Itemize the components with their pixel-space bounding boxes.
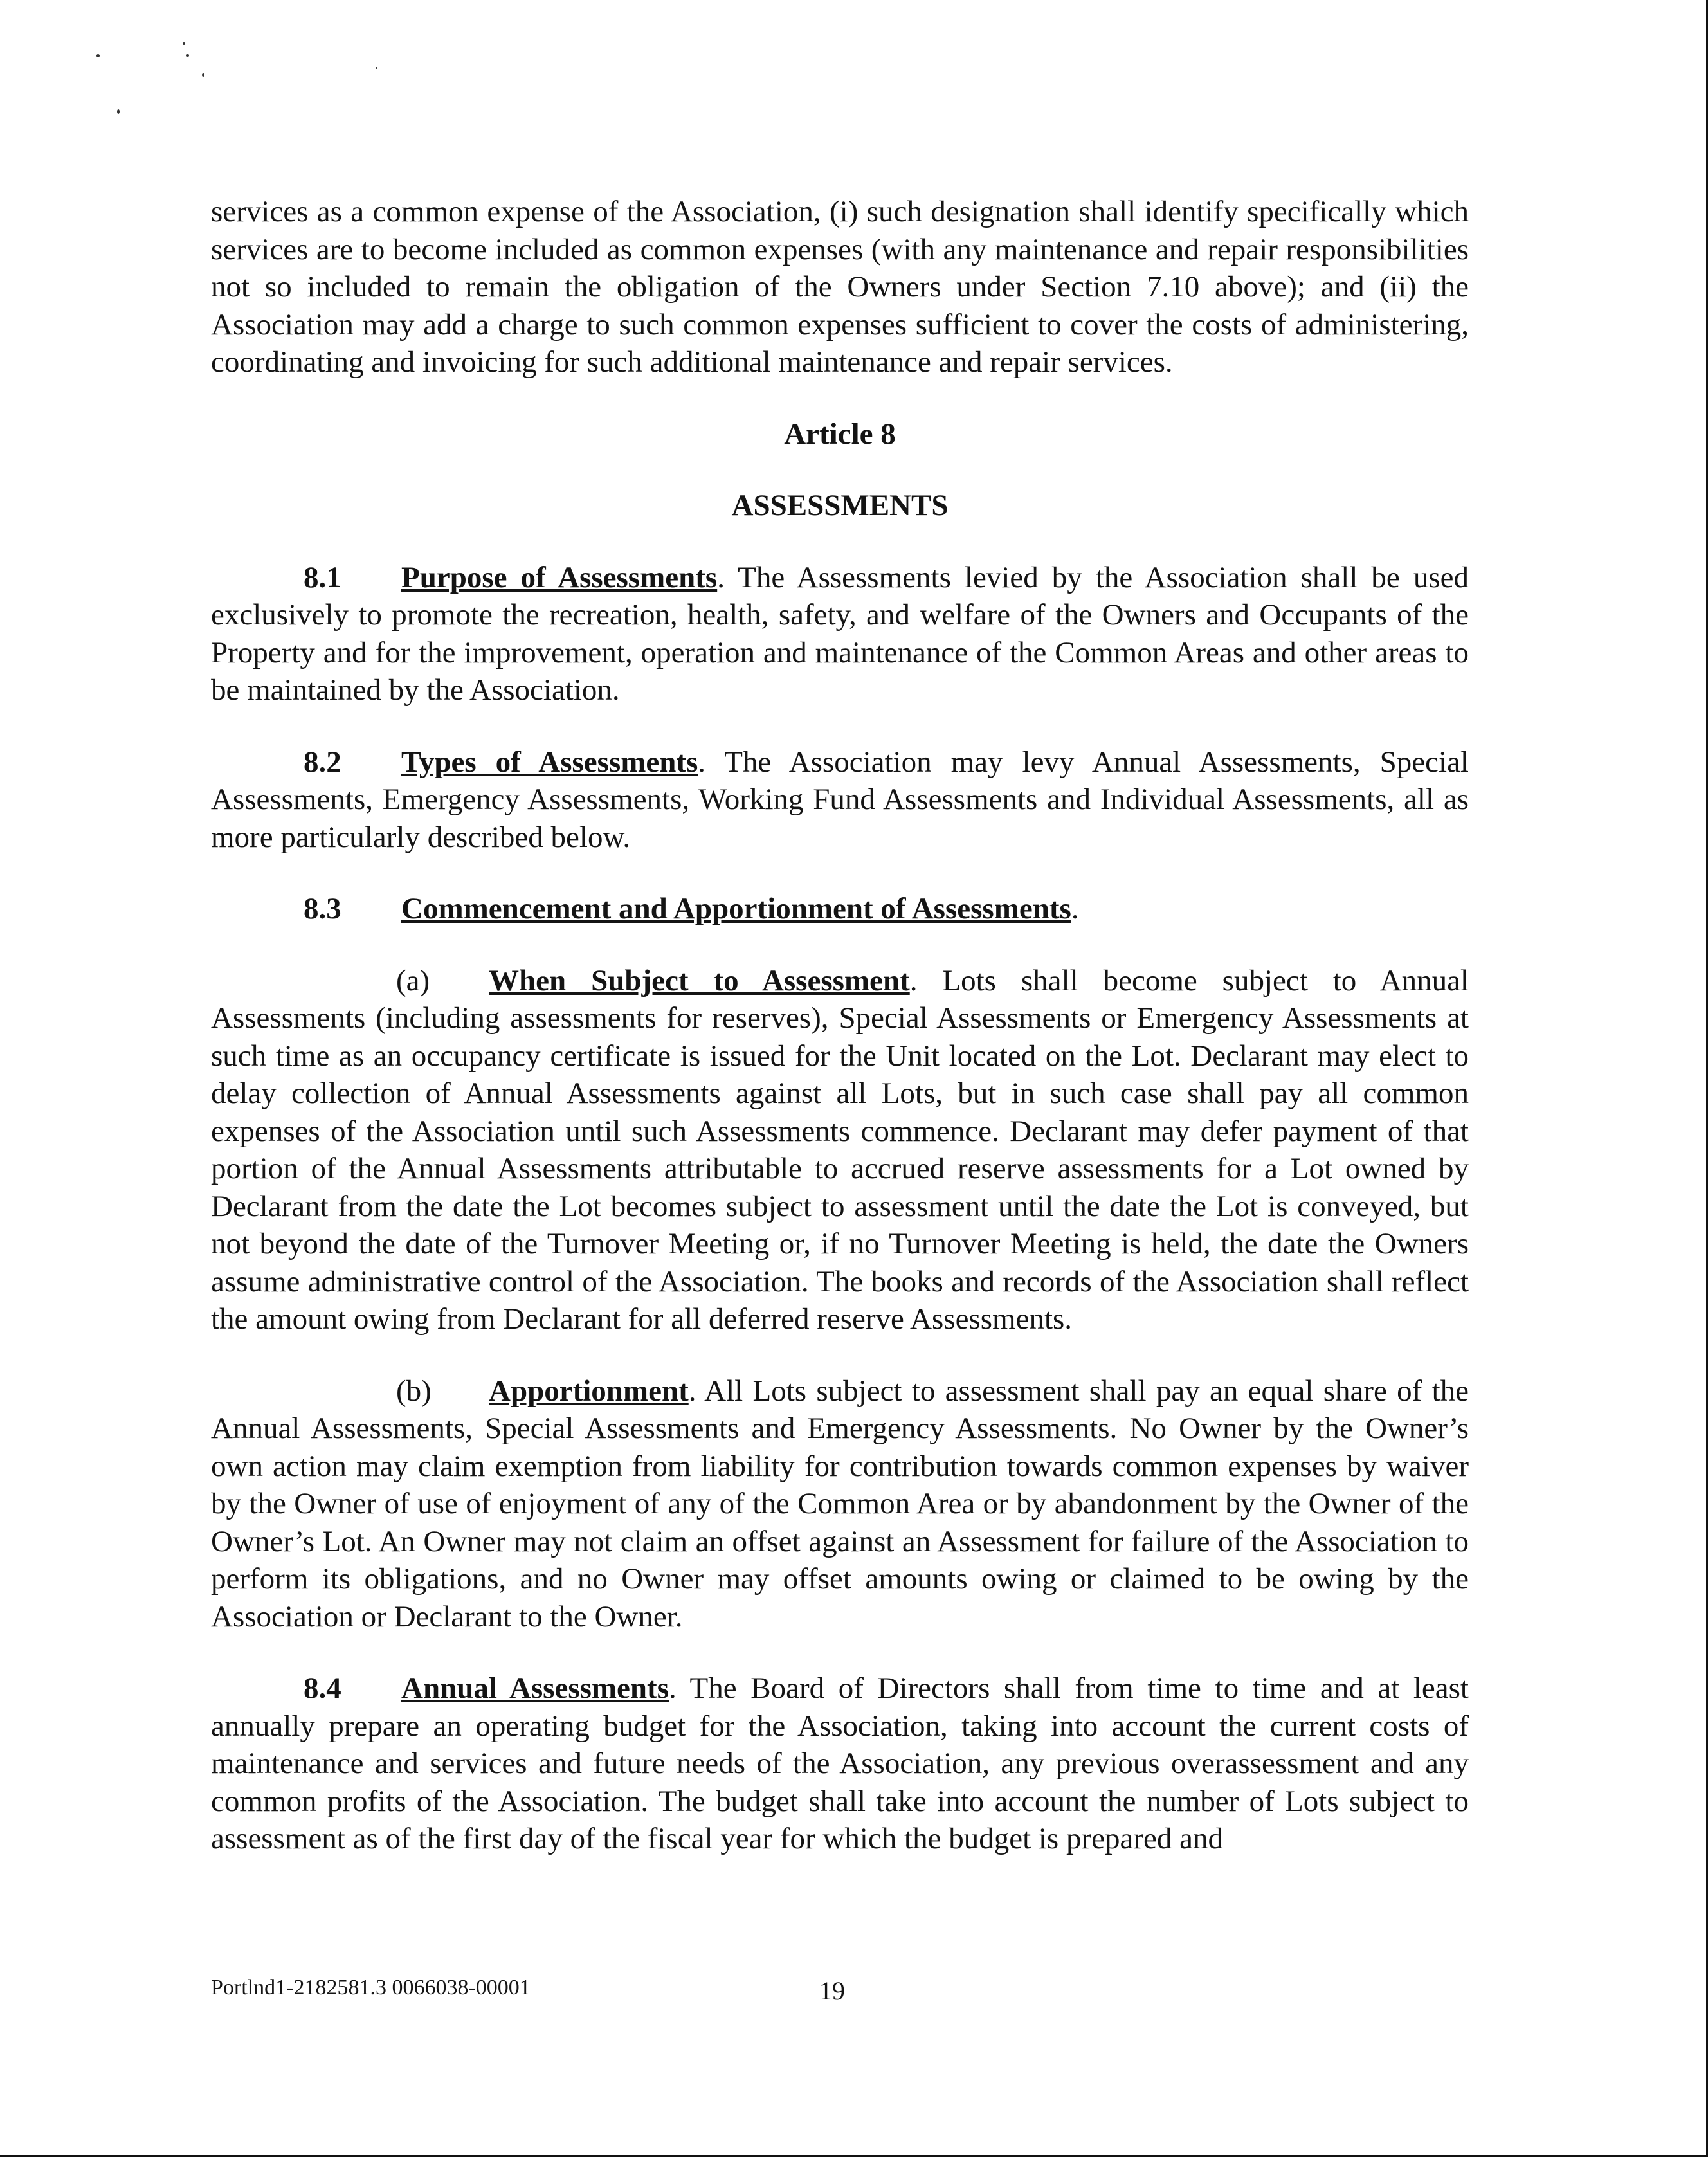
subsection-label: (a) [396, 963, 430, 997]
section-text: . [1071, 892, 1079, 925]
subsection-text: . All Lots subject to assessment shall pay an equal share of the Annual Assessments, Special Assessments and Emergency Assessments. No Owner by the Owner’s own action may claim exemption from liability for contribution towards common expenses by waiver by the Owner of use of enjoyment of any of the Common Area or by abandonment by the Owner of the Owner’s Lot. An Owner may not claim an offset against an Assessment for failure of the Association to perform its obligations, and no Owner may offset amounts owing or claimed to be owing by the Association or Declarant to the Owner. [211, 1374, 1469, 1634]
subsection-label: (b) [396, 1374, 432, 1408]
article-title: ASSESSMENTS [731, 489, 949, 522]
opening-paragraph: services as a common expense of the Association, (i) such designation shall identify specifically which services are to become included as common expenses (with any maintenance and repair responsibilities not so included to remain the obligation of the Owners under Section 7.10 above); and (ii) the Association may add a charge to such common expenses sufficient to cover the costs of administering, coordinating and invoicing for such additional maintenance and repair services. [211, 195, 1469, 379]
subsection-text: . Lots shall become subject to Annual Assessments (including assessments for reserves), Special Assessments or Emergency Assessments at such time as an occupancy certificate is issued for the Unit located on the Lot. Declarant may elect to delay collection of Annual Assessments against all Lots, but in such case shall pay all common expenses of the Association until such Assessments commence. Declarant may defer payment of that portion of the Annual Assessments attributable to accrued reserve assessments for a Lot owned by Declarant from the date the Lot becomes subject to assessment until the date the Lot is conveyed, but not beyond the date of the Turnover Meeting or, if no Turnover Meeting is held, the date the Owners assume administrative control of the Association. The books and records of the Association shall reflect the amount owing from Declarant for all deferred reserve Assessments. [211, 963, 1469, 1336]
section-text: . The Association may levy Annual Assessments, Special Assessments, Emergency Assessments, Working Fund Assessments and Individual Assessments, all as more particularly described below. [211, 745, 1469, 854]
subsection-8-3-b [211, 1372, 1469, 1636]
section-title: Types of Assessments [401, 745, 698, 779]
section-text: . The Assessments levied by the Association shall be used exclusively to promote the recreation, health, safety, and welfare of the Owners and Occupants of the Property and for the improvement, operation and maintenance of the Common Areas and other areas to be maintained by the Association. [211, 560, 1469, 707]
section-text: . The Board of Directors shall from time to time and at least annually prepare an operating budget for the Association, taking into account the current costs of maintenance and services and future needs of the Association, any previous overassessment and any common profits of the Association. The budget shall take into account the number of Lots subject to assessment as of the first day of the fiscal year for which the budget is prepared and [211, 1671, 1469, 1855]
section-number: 8.2 [304, 745, 341, 779]
subsection-title: Apportionment [489, 1374, 689, 1408]
section-title: Annual Assessments [401, 1671, 669, 1705]
subsection-8-3-a [211, 962, 1469, 1338]
section-8-4 [211, 1670, 1469, 1858]
footer-document-id: Portlnd1-2182581.3 0066038-00001 [211, 1976, 531, 1999]
document-body [211, 193, 1469, 1858]
subsection-title: When Subject to Assessment [489, 963, 910, 997]
section-title: Purpose of Assessments [401, 560, 718, 594]
section-number: 8.3 [304, 892, 341, 925]
section-number: 8.1 [304, 560, 341, 594]
section-number: 8.4 [304, 1671, 341, 1705]
article-heading: Article 8 [784, 417, 896, 451]
section-8-2 [211, 743, 1469, 857]
section-8-1 [211, 559, 1469, 709]
section-8-3 [211, 890, 1469, 928]
footer-page-number: 19 [819, 1976, 845, 2005]
section-title: Commencement and Apportionment of Assessments [401, 892, 1071, 925]
